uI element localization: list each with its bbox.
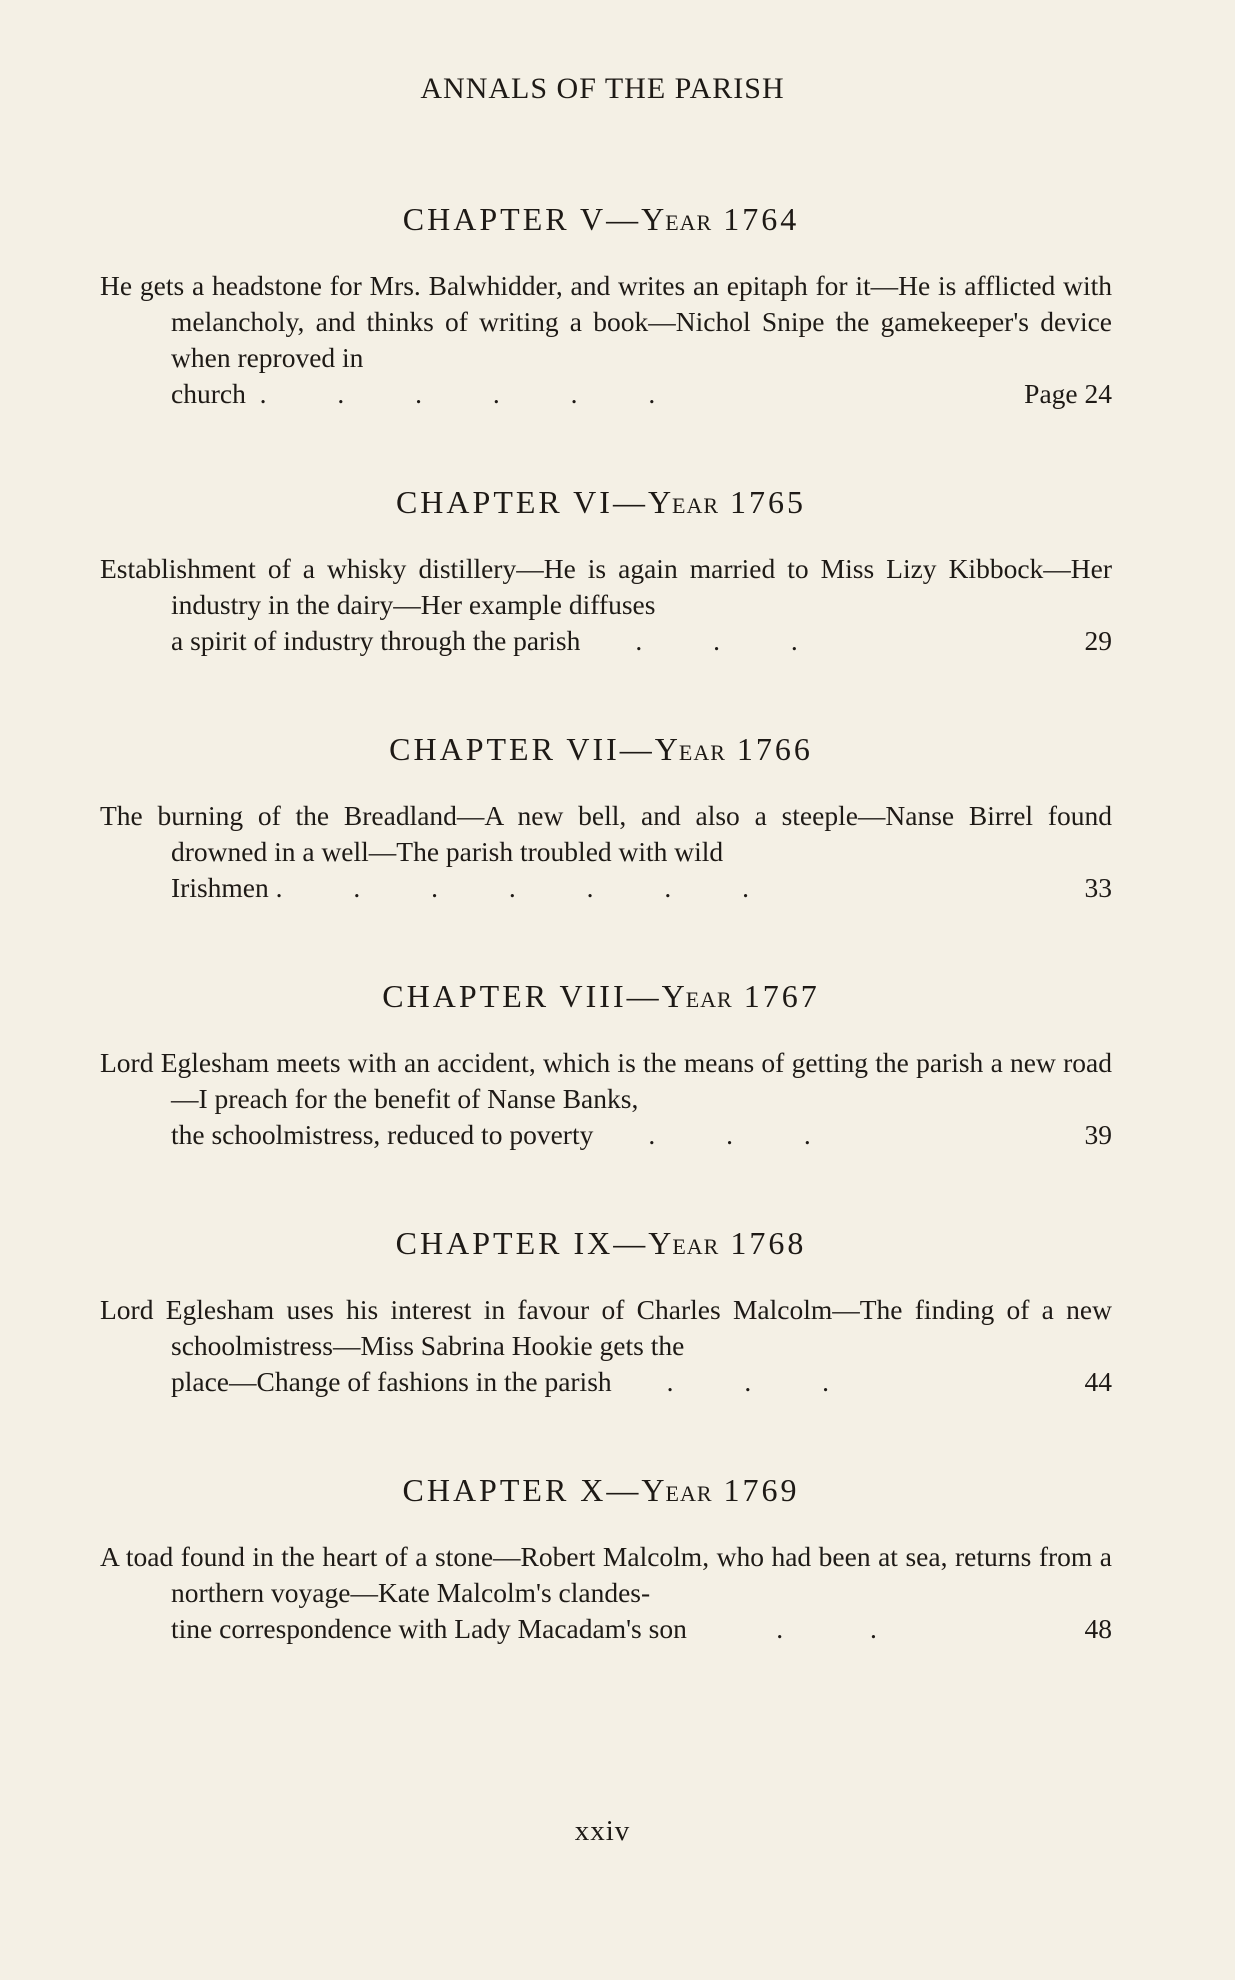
- summary-last-text: place—Change of fashions in the parish: [171, 1366, 612, 1397]
- chapter-dash: —: [626, 978, 662, 1014]
- chapter-number: CHAPTER VII: [389, 731, 620, 767]
- chapter-number: CHAPTER VI: [395, 484, 613, 520]
- chapter-year: 1769: [723, 1472, 800, 1508]
- chapter-summary: [100, 268, 1112, 412]
- summary-text: Establishment of a whisky distillery—He is again married to Miss Lizy Kibbock—Her industry in the dairy—Her example diffuses: [100, 553, 1112, 620]
- chapter-year: 1766: [736, 731, 813, 767]
- chapter-heading: [100, 200, 1112, 238]
- summary-last-line: [171, 623, 1112, 659]
- summary-last-text: Irishmen: [171, 872, 269, 903]
- dot-leader: . . .: [666, 1366, 830, 1397]
- chapter-dash: —: [606, 201, 642, 237]
- chapter-entry: [100, 483, 1112, 659]
- chapter-year: 1768: [730, 1225, 807, 1261]
- chapter-heading: [100, 483, 1112, 521]
- dot-leader: . .: [776, 1613, 877, 1644]
- summary-last-line: [171, 870, 1112, 906]
- year-label: Year: [648, 1225, 720, 1261]
- dot-leader: . . .: [635, 625, 798, 656]
- chapter-heading: [100, 1471, 1112, 1509]
- year-label: Year: [641, 201, 713, 237]
- chapter-heading: [100, 977, 1112, 1015]
- year-label: Year: [647, 484, 720, 520]
- chapter-number: CHAPTER V: [402, 201, 607, 237]
- summary-text: Lord Eglesham uses his interest in favour of Charles Malcolm—The finding of a new schoolmistress—Miss Sabrina Hookie gets the: [100, 1294, 1112, 1361]
- chapter-year: 1764: [723, 201, 800, 237]
- dot-leader: . . . . . . .: [275, 872, 750, 903]
- chapter-dash: —: [612, 484, 648, 520]
- page-number: 48: [1084, 1613, 1112, 1644]
- chapter-year: 1767: [743, 978, 820, 1014]
- page-number: 44: [1084, 1366, 1112, 1397]
- running-head: ANNALS OF THE PARISH: [420, 72, 785, 105]
- chapter-entry: [100, 200, 1112, 412]
- chapter-summary: [100, 551, 1112, 659]
- summary-text: The burning of the Breadland—A new bell, and also a steeple—Nanse Birrel found drowned in a well—The parish troubled with wild: [100, 800, 1112, 867]
- chapter-dash: —: [606, 1472, 642, 1508]
- chapter-heading: [100, 1224, 1112, 1262]
- chapter-entry: [100, 730, 1112, 906]
- chapter-summary: [100, 798, 1112, 906]
- summary-text: He gets a headstone for Mrs. Balwhidder, and writes an epitaph for it—He is afflicted with melancholy, and thinks of writing a book—Nichol Snipe the gamekeeper's device when reproved in: [100, 270, 1112, 373]
- page-number: 33: [1084, 872, 1112, 903]
- page-number: 39: [1084, 1119, 1112, 1150]
- chapter-entry: [100, 1224, 1112, 1400]
- summary-last-line: [171, 376, 1112, 412]
- summary-text: A toad found in the heart of a stone—Robert Malcolm, who had been at sea, returns from a northern voyage—Kate Malcolm's clandes-: [100, 1541, 1112, 1608]
- summary-last-line: [171, 1611, 1112, 1647]
- chapter-summary: [100, 1045, 1112, 1153]
- chapter-number: CHAPTER IX: [395, 1225, 614, 1261]
- page-number: Page 24: [1024, 378, 1112, 409]
- chapter-summary: [100, 1292, 1112, 1400]
- chapter-heading: [100, 730, 1112, 768]
- summary-last-text: the schoolmistress, reduced to poverty: [171, 1119, 594, 1150]
- page-folio: xxiv: [574, 1815, 631, 1847]
- chapter-dash: —: [619, 731, 655, 767]
- chapter-number: CHAPTER VIII: [382, 978, 627, 1014]
- chapter-dash: —: [613, 1225, 649, 1261]
- chapter-number: CHAPTER X: [402, 1472, 607, 1508]
- year-label: Year: [641, 1472, 713, 1508]
- year-label: Year: [661, 978, 733, 1014]
- summary-last-text: a spirit of industry through the parish: [171, 625, 581, 656]
- summary-last-text: church: [171, 378, 246, 409]
- chapter-year: 1765: [730, 484, 807, 520]
- table-of-contents: [100, 200, 1112, 1718]
- page-number: 29: [1084, 625, 1112, 656]
- summary-last-line: [171, 1364, 1112, 1400]
- dot-leader: . . . . . .: [259, 378, 656, 409]
- chapter-entry: [100, 1471, 1112, 1647]
- summary-text: Lord Eglesham meets with an accident, which is the means of getting the parish a new road—I preach for the benefit of Nanse Banks,: [100, 1047, 1112, 1114]
- summary-last-line: [171, 1117, 1112, 1153]
- chapter-entry: [100, 977, 1112, 1153]
- dot-leader: . . .: [648, 1119, 811, 1150]
- chapter-summary: [100, 1539, 1112, 1647]
- summary-last-text: tine correspondence with Lady Macadam's son: [171, 1613, 687, 1644]
- year-label: Year: [654, 731, 726, 767]
